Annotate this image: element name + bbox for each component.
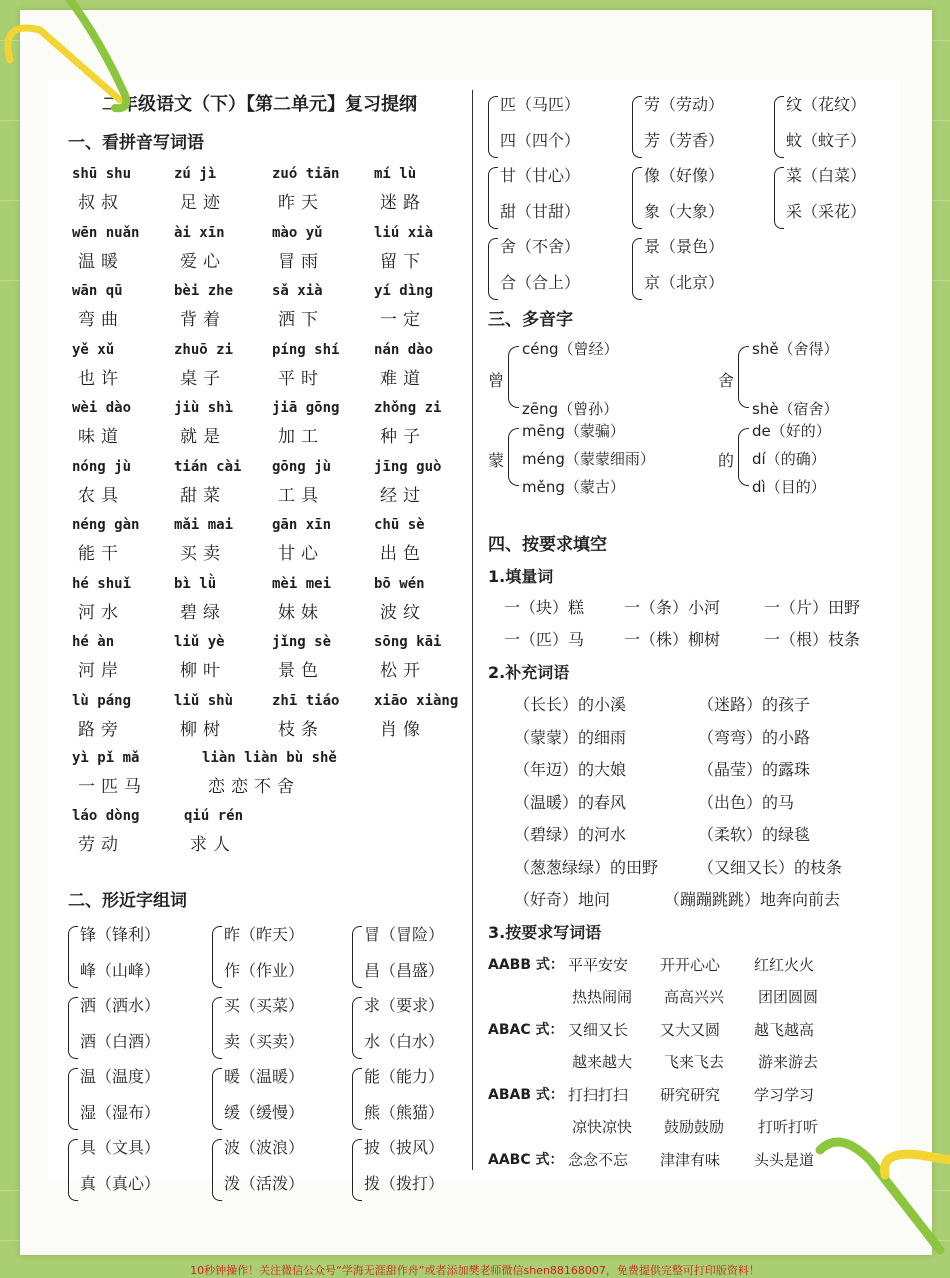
pinyin-text: lù páng [72,692,132,709]
measure-word-item: 一（片）田野 [764,598,861,617]
similar-word: 温（温度） [80,1067,161,1086]
similar-char-group [68,922,198,992]
pinyin-word-cell [374,576,484,623]
pattern-word: 越飞越高 [754,1021,815,1039]
pinyin-word-cell [374,634,484,681]
similar-word: 昨（昨天） [224,925,305,944]
pinyin-text: sǎ xià [272,283,323,299]
hanzi-text: 河水 [78,602,124,623]
brace-bracket [488,96,498,158]
similar-word: 蚊（蚊子） [786,131,867,150]
hanzi-text: 弯曲 [78,310,124,330]
brace-bracket [774,96,784,158]
similar-word: 泼（活泼） [224,1174,305,1193]
complete-phrase-heading: 2.补充词语 [488,663,570,682]
polyphone-reading: de（好的） [752,422,831,440]
pinyin-text: liǔ shù [174,692,234,709]
pinyin-text: bèi zhe [174,283,234,299]
similar-word: 舍（不舍） [500,237,581,256]
similar-word: 像（好像） [644,166,725,185]
pinyin-word-cell [272,459,382,506]
pinyin-text: nán dào [374,341,434,358]
brace-bracket [632,167,642,229]
similar-char-group [212,922,342,992]
hanzi-text: 枝条 [278,719,324,740]
pattern-word: 高高兴兴 [664,988,725,1006]
pinyin-text: láo dòng [72,808,140,824]
polyphone-group [718,420,908,496]
similar-word: 采（采花） [786,202,867,221]
section-heading-fill: 四、按要求填空 [488,535,607,555]
measure-word-item: 一（根）枝条 [764,630,861,649]
similar-char-group [632,92,762,162]
hanzi-text: 昨天 [278,193,324,213]
measure-word-item: 一（条）小河 [624,598,721,617]
pattern-word: 津津有味 [660,1151,721,1169]
pinyin-word-cell [72,517,182,564]
pinyin-text: yí dìng [374,283,434,299]
brace-bracket [68,997,78,1059]
pinyin-word-cell [174,283,284,330]
pinyin-text: jiā gōng [272,400,340,416]
pinyin-word-cell [374,342,484,389]
pinyin-text: jīng guò [374,458,442,475]
hanzi-text: 柳叶 [180,661,226,681]
pattern-word: 凉快凉快 [572,1118,633,1136]
pinyin-word-cell [72,634,182,681]
pinyin-word-cell [72,225,182,272]
brace-bracket [68,1068,78,1130]
pinyin-word-cell [174,517,284,564]
word-pattern-heading: 3.按要求写词语 [488,923,602,942]
hanzi-text: 种子 [380,427,426,447]
similar-word: 纹（花纹） [786,95,867,114]
brace-bracket [738,346,749,408]
pinyin-text: jǐng sè [272,634,332,650]
hanzi-text: 平时 [278,368,324,389]
pinyin-word-cell [272,283,382,330]
pattern-word: 研究研究 [660,1086,721,1104]
brace-bracket [508,428,519,486]
pinyin-word-cell [272,166,382,213]
pinyin-text: bō wén [374,575,425,592]
hanzi-text: 一定 [380,310,426,330]
pinyin-word-cell [272,693,382,740]
pattern-label: ABAC 式： [488,1022,564,1038]
similar-word: 锋（锋利） [80,925,161,944]
pinyin-text: zhī tiáo [272,692,340,709]
pinyin-word-cell [184,808,344,855]
pinyin-text: zuó tiān [272,166,340,182]
polyphone-reading: shě（舍得） [752,340,839,358]
pinyin-word-cell [374,283,484,330]
similar-word: 作（作业） [224,961,305,980]
phrase-item: （柔软）的绿毯 [698,825,811,844]
similar-char-group [212,1064,342,1134]
phrase-item: （年迈）的大娘 [514,760,627,779]
pattern-word: 又大又圆 [660,1021,721,1039]
similar-char-group [488,163,618,233]
pinyin-text: sōng kāi [374,634,442,650]
similar-char-group [212,1135,342,1205]
hanzi-text: 路旁 [78,719,124,740]
paper-clip-bottom-right [810,1130,950,1278]
similar-char-group [774,92,904,162]
polyphone-reading: méng（蒙蒙细雨） [522,450,655,468]
pattern-word: 打听打听 [758,1118,819,1136]
pinyin-word-cell [374,459,484,506]
pattern-word: 鼓励鼓励 [664,1118,725,1136]
brace-bracket [508,346,519,408]
hanzi-text: 肖像 [380,719,426,740]
similar-word: 披（披风） [364,1138,445,1157]
similar-word: 具（文具） [80,1138,161,1157]
pinyin-word-cell [374,517,484,564]
pinyin-text: zhǒng zi [374,400,442,416]
similar-char-group [774,163,904,233]
brace-bracket [68,926,78,988]
similar-word: 景（景色） [644,237,725,256]
pattern-word: 又细又长 [568,1021,629,1039]
similar-word: 暖（温暖） [224,1067,305,1086]
pinyin-text: mèi mei [272,575,332,592]
hanzi-text: 足迹 [180,193,226,213]
pinyin-word-cell [374,693,484,740]
pattern-word: 念念不忘 [568,1151,629,1169]
phrase-item: （蒙蒙）的细雨 [514,727,627,747]
brace-bracket [632,96,642,158]
pinyin-word-cell [174,225,284,272]
polyphone-char: 蒙 [488,451,505,470]
similar-word: 波（波浪） [224,1138,305,1157]
pinyin-text: hé àn [72,634,115,650]
hanzi-text: 冒雨 [278,251,324,272]
pinyin-text: mǎi mai [174,517,234,533]
measure-word-item: 一（匹）马 [504,630,585,649]
hanzi-text: 能干 [78,544,124,564]
similar-word: 昌（昌盛） [364,961,445,980]
pinyin-text: yě xǔ [72,341,115,358]
pinyin-text: gōng jù [272,458,332,475]
similar-word: 菜（白菜） [786,166,867,185]
pinyin-word-cell [374,400,484,447]
similar-word: 甘（甘心） [500,166,581,185]
pinyin-word-cell [174,693,284,740]
pattern-label: AABC 式： [488,1152,564,1168]
pattern-word: 学习学习 [754,1086,815,1104]
similar-char-group [68,1135,198,1205]
brace-bracket [488,167,498,229]
pinyin-text: wēn nuǎn [72,224,140,241]
pinyin-text: hé shuǐ [72,575,132,592]
pattern-word: 开开心心 [660,956,721,974]
pinyin-word-cell [174,459,284,506]
polyphone-reading: zēng（曾孙） [522,400,619,418]
similar-word: 能（能力） [364,1067,445,1086]
pattern-word: 红红火火 [754,956,815,974]
document-page [48,80,900,1193]
hanzi-text: 洒下 [278,310,324,330]
measure-word-heading: 1.填量词 [488,567,554,586]
hanzi-text: 一匹马 [78,777,147,797]
phrase-item: （长长）的小溪 [514,695,627,714]
hanzi-text: 就是 [180,427,226,447]
polyphone-char: 曾 [488,371,505,390]
hanzi-text: 恋恋不舍 [208,777,300,797]
measure-word-item: 一（块）糕 [504,598,585,617]
polyphone-reading: céng（曾经） [522,340,619,358]
pinyin-text: liú xià [374,224,434,241]
pattern-word: 飞来飞去 [664,1053,725,1071]
hanzi-text: 迷路 [380,193,426,213]
polyphone-group [488,420,678,496]
footer-notice: 10秒钟操作！关注微信公众号“学海无涯甜作舟”或者添加樊老师微信shen88168007，免费提供完整可打印版资料！ [190,1264,760,1277]
hanzi-text: 求人 [190,835,236,855]
hanzi-text: 农具 [78,485,124,506]
hanzi-text: 波纹 [380,602,426,623]
similar-word: 求（要求） [364,996,445,1015]
phrase-item: （蹦蹦跳跳）地奔向前去 [664,890,841,909]
pinyin-word-cell [72,342,182,389]
hanzi-text: 味道 [78,427,124,447]
similar-word: 卖（买卖） [224,1032,305,1051]
pinyin-word-cell [272,517,382,564]
pinyin-word-cell [72,459,182,506]
similar-word: 匹（马匹） [500,95,581,114]
pinyin-text: mí lù [374,166,417,182]
hanzi-text: 劳动 [78,835,124,855]
pinyin-text: shū shu [72,166,132,182]
similar-word: 象（大象） [644,202,725,221]
hanzi-text: 也许 [78,368,124,389]
hanzi-text: 甜菜 [180,485,226,506]
hanzi-text: 桌子 [180,368,226,389]
hanzi-text: 买卖 [180,544,226,564]
phrase-item: （碧绿）的河水 [514,825,627,844]
pinyin-text: liàn liàn bù shě [202,750,337,766]
pinyin-text: xiāo xiàng [374,692,459,709]
pattern-word: 团团圆圆 [758,988,819,1006]
pinyin-text: qiú rén [184,808,244,824]
polyphone-reading: dí（的确） [752,450,826,468]
hanzi-text: 松开 [380,661,426,681]
hanzi-text: 柳树 [180,719,226,740]
phrase-item: （出色）的马 [698,792,795,812]
similar-char-group [68,1064,198,1134]
pinyin-text: zhuō zi [174,341,234,358]
similar-word: 甜（甘甜） [500,202,581,221]
section-heading-pinyin: 一、看拼音写词语 [68,133,204,153]
brace-bracket [212,997,222,1059]
hanzi-text: 景色 [278,661,324,681]
brace-bracket [738,428,749,486]
brace-bracket [774,167,784,229]
pinyin-word-cell [272,634,382,681]
phrase-item: （弯弯）的小路 [698,727,811,747]
hanzi-text: 加工 [278,427,324,447]
polyphone-reading: dì（目的） [752,478,826,496]
brace-bracket [212,1068,222,1130]
polyphone-group [718,338,908,418]
pattern-word: 热热闹闹 [572,988,633,1006]
hanzi-text: 难道 [380,368,426,389]
similar-word: 京（北京） [644,273,725,292]
pinyin-text: wèi dào [72,400,132,416]
pinyin-word-cell [202,750,362,797]
pinyin-text: wān qū [72,283,123,299]
brace-bracket [352,1139,362,1201]
hanzi-text: 甘心 [278,544,324,564]
similar-char-group [632,234,762,304]
pinyin-word-cell [174,166,284,213]
similar-word: 洒（洒水） [80,996,161,1015]
section-heading-similar: 二、形近字组词 [68,891,187,911]
pinyin-word-cell [272,225,382,272]
phrase-item: （好奇）地问 [514,890,611,909]
pinyin-text: liǔ yè [174,634,225,650]
polyphone-group [488,338,678,418]
brace-bracket [352,926,362,988]
similar-word: 湿（湿布） [80,1103,161,1122]
pinyin-word-cell [72,693,182,740]
polyphone-char: 的 [718,451,735,470]
pattern-label: ABAB 式： [488,1087,564,1103]
similar-word: 熊（熊猫） [364,1103,445,1122]
pinyin-text: tián cài [174,458,242,475]
section-heading-polyphone: 三、多音字 [488,310,573,330]
pinyin-text: gān xīn [272,517,332,533]
similar-word: 峰（山峰） [80,961,161,980]
pinyin-word-cell [174,576,284,623]
pinyin-word-cell [174,400,284,447]
hanzi-text: 温暖 [78,251,124,272]
pinyin-word-cell [174,634,284,681]
hanzi-text: 爱心 [180,251,226,272]
pinyin-text: nóng jù [72,458,132,475]
phrase-item: （葱葱绿绿）的田野 [514,857,659,877]
similar-word: 水（白水） [364,1032,445,1051]
similar-char-group [352,922,482,992]
similar-word: 酒（白酒） [80,1032,161,1051]
similar-char-group [352,993,482,1063]
pinyin-word-cell [72,166,182,213]
polyphone-reading: měng（蒙古） [522,478,625,496]
brace-bracket [632,238,642,300]
pinyin-text: bì lǜ [174,575,217,592]
pattern-word: 游来游去 [758,1053,819,1071]
pinyin-text: mào yǔ [272,224,323,241]
brace-bracket [352,997,362,1059]
hanzi-text: 出色 [380,544,426,564]
brace-bracket [68,1139,78,1201]
pinyin-text: néng gàn [72,517,140,533]
similar-char-group [212,993,342,1063]
pinyin-word-cell [272,342,382,389]
similar-word: 四（四个） [500,131,581,150]
brace-bracket [212,926,222,988]
similar-word: 合（合上） [500,273,581,292]
similar-char-group [488,92,618,162]
pattern-label: AABB 式： [488,957,564,973]
pinyin-text: jiù shì [174,400,234,416]
phrase-item: （又细又长）的枝条 [698,857,843,877]
pattern-word: 越来越大 [572,1053,633,1071]
hanzi-text: 妹妹 [278,602,324,623]
hanzi-text: 工具 [278,485,324,506]
pattern-word: 头头是道 [754,1151,815,1169]
phrase-item: （迷路）的孩子 [698,695,811,714]
paper-clip-top-left [0,0,140,120]
measure-word-item: 一（株）柳树 [624,630,721,649]
brace-bracket [488,238,498,300]
similar-word: 冒（冒险） [364,925,445,944]
similar-char-group [352,1135,482,1205]
pinyin-word-cell [374,166,484,213]
similar-char-group [632,163,762,233]
pinyin-word-cell [72,576,182,623]
pattern-word: 打扫打扫 [568,1086,629,1104]
page-title: 二年级语文（下）【第二单元】复习提纲 [102,94,417,115]
pinyin-text: zú jì [174,166,217,182]
similar-char-group [488,234,618,304]
pinyin-word-cell [272,576,382,623]
pinyin-text: ài xīn [174,224,225,241]
pinyin-text: chū sè [374,517,425,533]
polyphone-char: 舍 [718,371,735,390]
similar-char-group [352,1064,482,1134]
pattern-word: 平平安安 [568,956,629,974]
similar-word: 拨（拨打） [364,1174,445,1193]
hanzi-text: 留下 [380,251,426,272]
hanzi-text: 叔叔 [78,193,124,213]
hanzi-text: 背着 [180,310,226,330]
pinyin-word-cell [72,400,182,447]
similar-word: 缓（缓慢） [224,1103,305,1122]
pinyin-word-cell [272,400,382,447]
similar-word: 劳（劳动） [644,95,725,114]
similar-word: 买（买菜） [224,996,305,1015]
polyphone-reading: shè（宿舍） [752,400,839,418]
pinyin-word-cell [374,225,484,272]
similar-word: 真（真心） [80,1174,161,1193]
similar-char-group [68,993,198,1063]
brace-bracket [352,1068,362,1130]
hanzi-text: 碧绿 [180,602,226,623]
polyphone-reading: mēng（蒙骗） [522,422,625,440]
hanzi-text: 经过 [380,485,426,506]
pinyin-text: yì pǐ mǎ [72,750,140,766]
hanzi-text: 河岸 [78,661,124,681]
phrase-item: （晶莹）的露珠 [698,760,811,779]
brace-bracket [212,1139,222,1201]
phrase-item: （温暖）的春风 [514,792,627,812]
similar-word: 芳（芳香） [644,131,725,150]
pinyin-word-cell [72,283,182,330]
pinyin-word-cell [174,342,284,389]
pinyin-text: píng shí [272,341,340,358]
